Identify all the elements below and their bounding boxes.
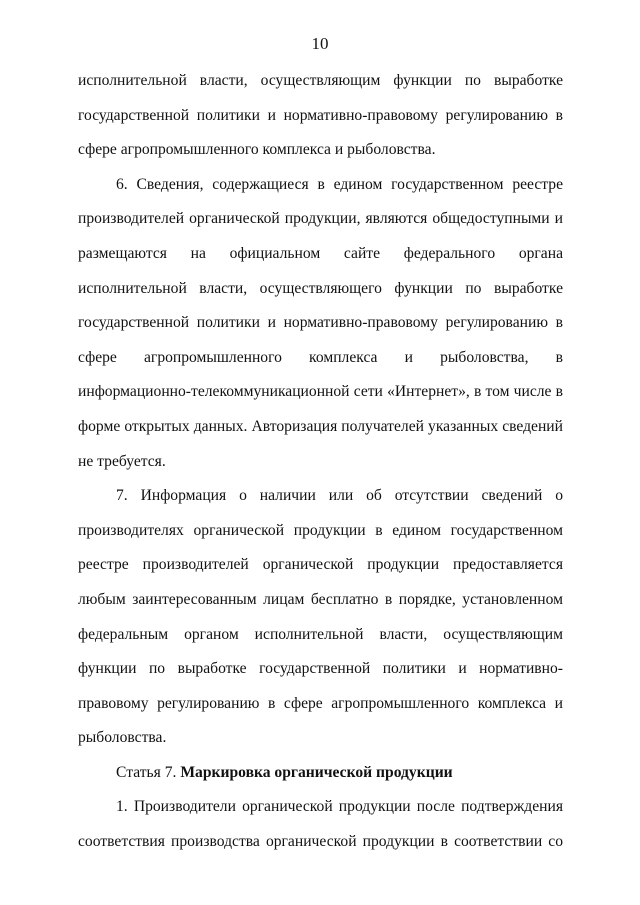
article-heading (78, 756, 563, 791)
paragraph-item-6: 6. Сведения, содержащиеся в едином государственном реестре производителей органической продукции, являются общедоступными и размещаются на официальном сайте федерального органа исполнительной власти, осуществляющего функции по выработке государственной политики и нормативно-правовому регулированию в сфере агропромышленного комплекса и рыболовства, в информационно-телекоммуникационной сети «Интернет», в том числе в форме открытых данных. Авторизация получателей указанных сведений не требуется. (78, 175, 563, 470)
article-title: Маркировка органической продукции (180, 763, 453, 781)
paragraph-continuation: исполнительной власти, осуществляющим функции по выработке государственной политики и нормативно-правовому регулированию в сфере агропромышленного комплекса и рыболовства. (78, 72, 563, 159)
paragraph-article-7-item-1: 1. Производители органической продукции после подтверждения соответствия производства органической продукции в соответствии со (78, 798, 563, 851)
article-number: Статья 7. (116, 763, 177, 781)
document-body (78, 64, 563, 860)
paragraph-item-7: 7. Информация о наличии или об отсутствии сведений о производителях органической продукции в едином государственном реестре производителей органической продукции предоставляется любым заинтересованным лицам бесплатно в порядке, установленном федеральным органом исполнительной власти, осуществляющим функции по выработке государственной политики и нормативно-правовому регулированию в сфере агропромышленного комплекса и рыболовства. (78, 487, 563, 747)
page-number: 10 (311, 34, 329, 53)
